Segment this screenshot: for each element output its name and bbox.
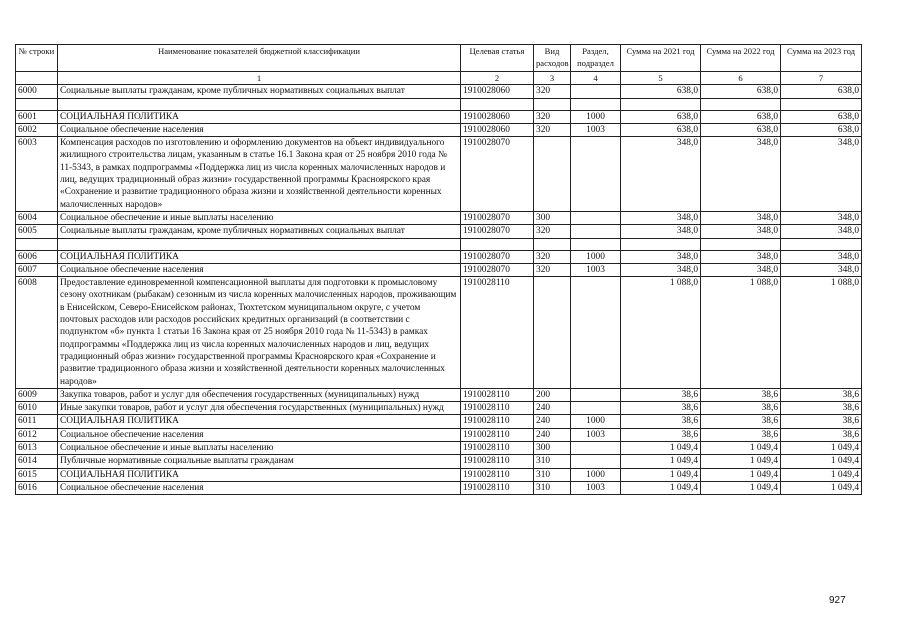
row-expense-type: 320: [534, 250, 571, 263]
row-sum-2021: 1 049,4: [621, 442, 701, 455]
row-name: СОЦИАЛЬНАЯ ПОЛИТИКА: [58, 250, 461, 263]
row-sum-2021: 638,0: [621, 123, 701, 136]
header-section: Раздел, подраздел: [571, 45, 621, 72]
row-target: 1910028060: [461, 85, 534, 98]
table-row: [16, 415, 862, 428]
row-code: 6011: [16, 415, 58, 428]
row-name: Социальное обеспечение населения: [58, 428, 461, 441]
row-sum-2022: 38,6: [701, 388, 781, 401]
row-sum-2021: 1 088,0: [621, 277, 701, 389]
row-expense-type: 300: [534, 442, 571, 455]
row-code: 6008: [16, 277, 58, 389]
row-name: СОЦИАЛЬНАЯ ПОЛИТИКА: [58, 415, 461, 428]
row-name: Закупка товаров, работ и услуг для обеспечения государственных (муниципальных) нужд: [58, 388, 461, 401]
row-target: 1910028110: [461, 388, 534, 401]
row-sum-2023: 348,0: [781, 137, 862, 212]
row-sum-2023: 38,6: [781, 402, 862, 415]
row-code: 6016: [16, 481, 58, 494]
row-sum-2023: 638,0: [781, 123, 862, 136]
row-sum-2022: 38,6: [701, 428, 781, 441]
spacer-cell: [16, 238, 58, 250]
row-sum-2023: 348,0: [781, 250, 862, 263]
header-name: Наименование показателей бюджетной классификации: [58, 45, 461, 72]
row-expense-type: 320: [534, 225, 571, 238]
row-target: 1910028110: [461, 415, 534, 428]
table-row: [16, 442, 862, 455]
row-section: 1003: [571, 123, 621, 136]
row-section: 1000: [571, 468, 621, 481]
row-sum-2021: 348,0: [621, 250, 701, 263]
column-number: 7: [781, 72, 862, 85]
row-name: Социальное обеспечение и иные выплаты населению: [58, 442, 461, 455]
spacer-cell: [621, 238, 701, 250]
row-name: Социальные выплаты гражданам, кроме публичных нормативных социальных выплат: [58, 225, 461, 238]
row-sum-2022: 348,0: [701, 263, 781, 276]
row-name: Социальное обеспечение населения: [58, 123, 461, 136]
spacer-cell: [621, 98, 701, 110]
row-sum-2021: 38,6: [621, 415, 701, 428]
column-number: [16, 72, 58, 85]
table-row: [16, 277, 862, 389]
spacer-cell: [461, 238, 534, 250]
row-target: 1910028070: [461, 263, 534, 276]
row-expense-type: 310: [534, 468, 571, 481]
spacer-row: [16, 238, 862, 250]
row-sum-2023: 348,0: [781, 211, 862, 224]
row-name: Социальное обеспечение и иные выплаты населению: [58, 211, 461, 224]
row-sum-2022: 38,6: [701, 415, 781, 428]
row-sum-2021: 348,0: [621, 263, 701, 276]
row-name: Публичные нормативные социальные выплаты гражданам: [58, 455, 461, 468]
header-sum-2022: Сумма на 2022 год: [701, 45, 781, 72]
row-section: [571, 85, 621, 98]
row-sum-2021: 1 049,4: [621, 468, 701, 481]
spacer-cell: [571, 238, 621, 250]
table-row: [16, 110, 862, 123]
row-sum-2022: 1 088,0: [701, 277, 781, 389]
table-row: [16, 468, 862, 481]
row-sum-2022: 1 049,4: [701, 468, 781, 481]
row-sum-2021: 638,0: [621, 85, 701, 98]
row-target: 1910028110: [461, 481, 534, 494]
row-sum-2023: 1 049,4: [781, 442, 862, 455]
row-expense-type: 320: [534, 123, 571, 136]
table-row: [16, 123, 862, 136]
spacer-cell: [58, 238, 461, 250]
row-sum-2022: 638,0: [701, 85, 781, 98]
row-expense-type: [534, 137, 571, 212]
column-number-row: [16, 72, 862, 85]
row-target: 1910028060: [461, 123, 534, 136]
row-code: 6013: [16, 442, 58, 455]
row-sum-2021: 348,0: [621, 137, 701, 212]
row-sum-2023: 638,0: [781, 110, 862, 123]
row-target: 1910028070: [461, 225, 534, 238]
row-sum-2021: 1 049,4: [621, 481, 701, 494]
table-row: [16, 211, 862, 224]
column-number: 5: [621, 72, 701, 85]
column-number: 1: [58, 72, 461, 85]
row-code: 6006: [16, 250, 58, 263]
row-code: 6000: [16, 85, 58, 98]
row-name: Социальное обеспечение населения: [58, 481, 461, 494]
table-row: [16, 402, 862, 415]
row-sum-2022: 38,6: [701, 402, 781, 415]
spacer-cell: [534, 98, 571, 110]
row-sum-2022: 348,0: [701, 211, 781, 224]
row-code: 6012: [16, 428, 58, 441]
row-target: 1910028070: [461, 211, 534, 224]
row-section: 1003: [571, 263, 621, 276]
table-row: [16, 85, 862, 98]
row-sum-2023: 1 049,4: [781, 468, 862, 481]
table-row: [16, 225, 862, 238]
header-expense-type: Вид расходов: [534, 45, 571, 72]
spacer-cell: [58, 98, 461, 110]
header-sum-2023: Сумма на 2023 год: [781, 45, 862, 72]
row-sum-2022: 1 049,4: [701, 455, 781, 468]
row-section: 1000: [571, 415, 621, 428]
row-sum-2023: 1 049,4: [781, 481, 862, 494]
row-target: 1910028110: [461, 402, 534, 415]
row-target: 1910028070: [461, 250, 534, 263]
row-sum-2021: 38,6: [621, 402, 701, 415]
spacer-row: [16, 98, 862, 110]
row-target: 1910028110: [461, 428, 534, 441]
row-code: 6004: [16, 211, 58, 224]
row-expense-type: 320: [534, 110, 571, 123]
row-target: 1910028070: [461, 137, 534, 212]
row-code: 6009: [16, 388, 58, 401]
column-number: 6: [701, 72, 781, 85]
row-expense-type: 200: [534, 388, 571, 401]
page-number: 927: [829, 595, 846, 606]
row-name: Предоставление единовременной компенсационной выплаты для подготовки к промысловому сезону охотникам (рыбакам) сезонным из числа коренных малочисленных народов, проживающим в Енисейском, Северо-Енисейском районах, Тюхтетском муниципальном округе, с учетом почтовых расходов или расходов российских кредитных организаций (в соответствии с подпунктом «б» пункта 1 статьи 16 Закона края от 25 ноября 2010 года № 11-5343) в рамках подпрограммы «Поддержка лиц из числа коренных малочисленных народов и лиц, ведущих традиционный образ жизни» государственной программы Красноярского края «Сохранение и развитие традиционного образа жизни и хозяйственной деятельности коренных малочисленных народов»: [58, 277, 461, 389]
row-name: СОЦИАЛЬНАЯ ПОЛИТИКА: [58, 468, 461, 481]
row-section: [571, 137, 621, 212]
row-section: [571, 442, 621, 455]
row-sum-2022: 348,0: [701, 137, 781, 212]
table-row: [16, 455, 862, 468]
row-target: 1910028110: [461, 468, 534, 481]
table-row: [16, 428, 862, 441]
row-target: 1910028110: [461, 455, 534, 468]
row-expense-type: 240: [534, 428, 571, 441]
row-sum-2022: 638,0: [701, 123, 781, 136]
row-target: 1910028110: [461, 277, 534, 389]
row-section: 1000: [571, 110, 621, 123]
row-target: 1910028060: [461, 110, 534, 123]
spacer-cell: [461, 98, 534, 110]
row-expense-type: 300: [534, 211, 571, 224]
row-sum-2022: 638,0: [701, 110, 781, 123]
column-number: 3: [534, 72, 571, 85]
row-sum-2021: 348,0: [621, 225, 701, 238]
row-section: [571, 455, 621, 468]
budget-table: [15, 44, 862, 495]
spacer-cell: [571, 98, 621, 110]
row-sum-2021: 38,6: [621, 388, 701, 401]
row-code: 6002: [16, 123, 58, 136]
row-code: 6015: [16, 468, 58, 481]
row-sum-2021: 638,0: [621, 110, 701, 123]
row-sum-2023: 638,0: [781, 85, 862, 98]
header-sum-2021: Сумма на 2021 год: [621, 45, 701, 72]
row-sum-2022: 1 049,4: [701, 442, 781, 455]
row-expense-type: 320: [534, 263, 571, 276]
row-expense-type: [534, 277, 571, 389]
row-name: Социальное обеспечение населения: [58, 263, 461, 276]
spacer-cell: [701, 98, 781, 110]
row-expense-type: 240: [534, 402, 571, 415]
row-expense-type: 320: [534, 85, 571, 98]
row-code: 6001: [16, 110, 58, 123]
row-expense-type: 310: [534, 481, 571, 494]
row-sum-2023: 38,6: [781, 428, 862, 441]
spacer-cell: [781, 238, 862, 250]
header-row: [16, 45, 862, 72]
table-row: [16, 481, 862, 494]
row-section: 1003: [571, 481, 621, 494]
row-sum-2021: 1 049,4: [621, 455, 701, 468]
row-sum-2022: 348,0: [701, 225, 781, 238]
header-row-no: № строки: [16, 45, 58, 72]
row-code: 6010: [16, 402, 58, 415]
row-name: Компенсация расходов по изготовлению и оформлению документов на объект индивидуального жилищного строительства лицам, указанным в статье 16.1 Закона края от 25 ноября 2010 года № 11-5343, в рамках подпрограммы «Поддержка лиц из числа коренных малочисленных народов и лиц, ведущих традиционный образ жизни» государственной программы Красноярского края «Сохранение и развитие традиционного образа жизни и хозяйственной деятельности коренных малочисленных народов»: [58, 137, 461, 212]
row-sum-2021: 38,6: [621, 428, 701, 441]
row-section: 1000: [571, 250, 621, 263]
row-sum-2023: 348,0: [781, 225, 862, 238]
row-expense-type: 310: [534, 455, 571, 468]
row-code: 6005: [16, 225, 58, 238]
row-section: 1003: [571, 428, 621, 441]
row-expense-type: 240: [534, 415, 571, 428]
row-section: [571, 277, 621, 389]
row-code: 6014: [16, 455, 58, 468]
row-sum-2023: 38,6: [781, 415, 862, 428]
row-section: [571, 402, 621, 415]
row-sum-2023: 348,0: [781, 263, 862, 276]
row-sum-2023: 38,6: [781, 388, 862, 401]
row-section: [571, 211, 621, 224]
row-target: 1910028110: [461, 442, 534, 455]
row-code: 6007: [16, 263, 58, 276]
row-sum-2022: 348,0: [701, 250, 781, 263]
table-row: [16, 388, 862, 401]
row-name: СОЦИАЛЬНАЯ ПОЛИТИКА: [58, 110, 461, 123]
spacer-cell: [701, 238, 781, 250]
row-sum-2021: 348,0: [621, 211, 701, 224]
spacer-cell: [781, 98, 862, 110]
row-name: Социальные выплаты гражданам, кроме публичных нормативных социальных выплат: [58, 85, 461, 98]
table-row: [16, 137, 862, 212]
row-section: [571, 388, 621, 401]
row-name: Иные закупки товаров, работ и услуг для обеспечения государственных (муниципальных) нужд: [58, 402, 461, 415]
spacer-cell: [534, 238, 571, 250]
column-number: 4: [571, 72, 621, 85]
row-sum-2023: 1 088,0: [781, 277, 862, 389]
table-row: [16, 263, 862, 276]
column-number: 2: [461, 72, 534, 85]
row-code: 6003: [16, 137, 58, 212]
table-row: [16, 250, 862, 263]
spacer-cell: [16, 98, 58, 110]
row-section: [571, 225, 621, 238]
header-target: Целевая статья: [461, 45, 534, 72]
row-sum-2023: 1 049,4: [781, 455, 862, 468]
row-sum-2022: 1 049,4: [701, 481, 781, 494]
